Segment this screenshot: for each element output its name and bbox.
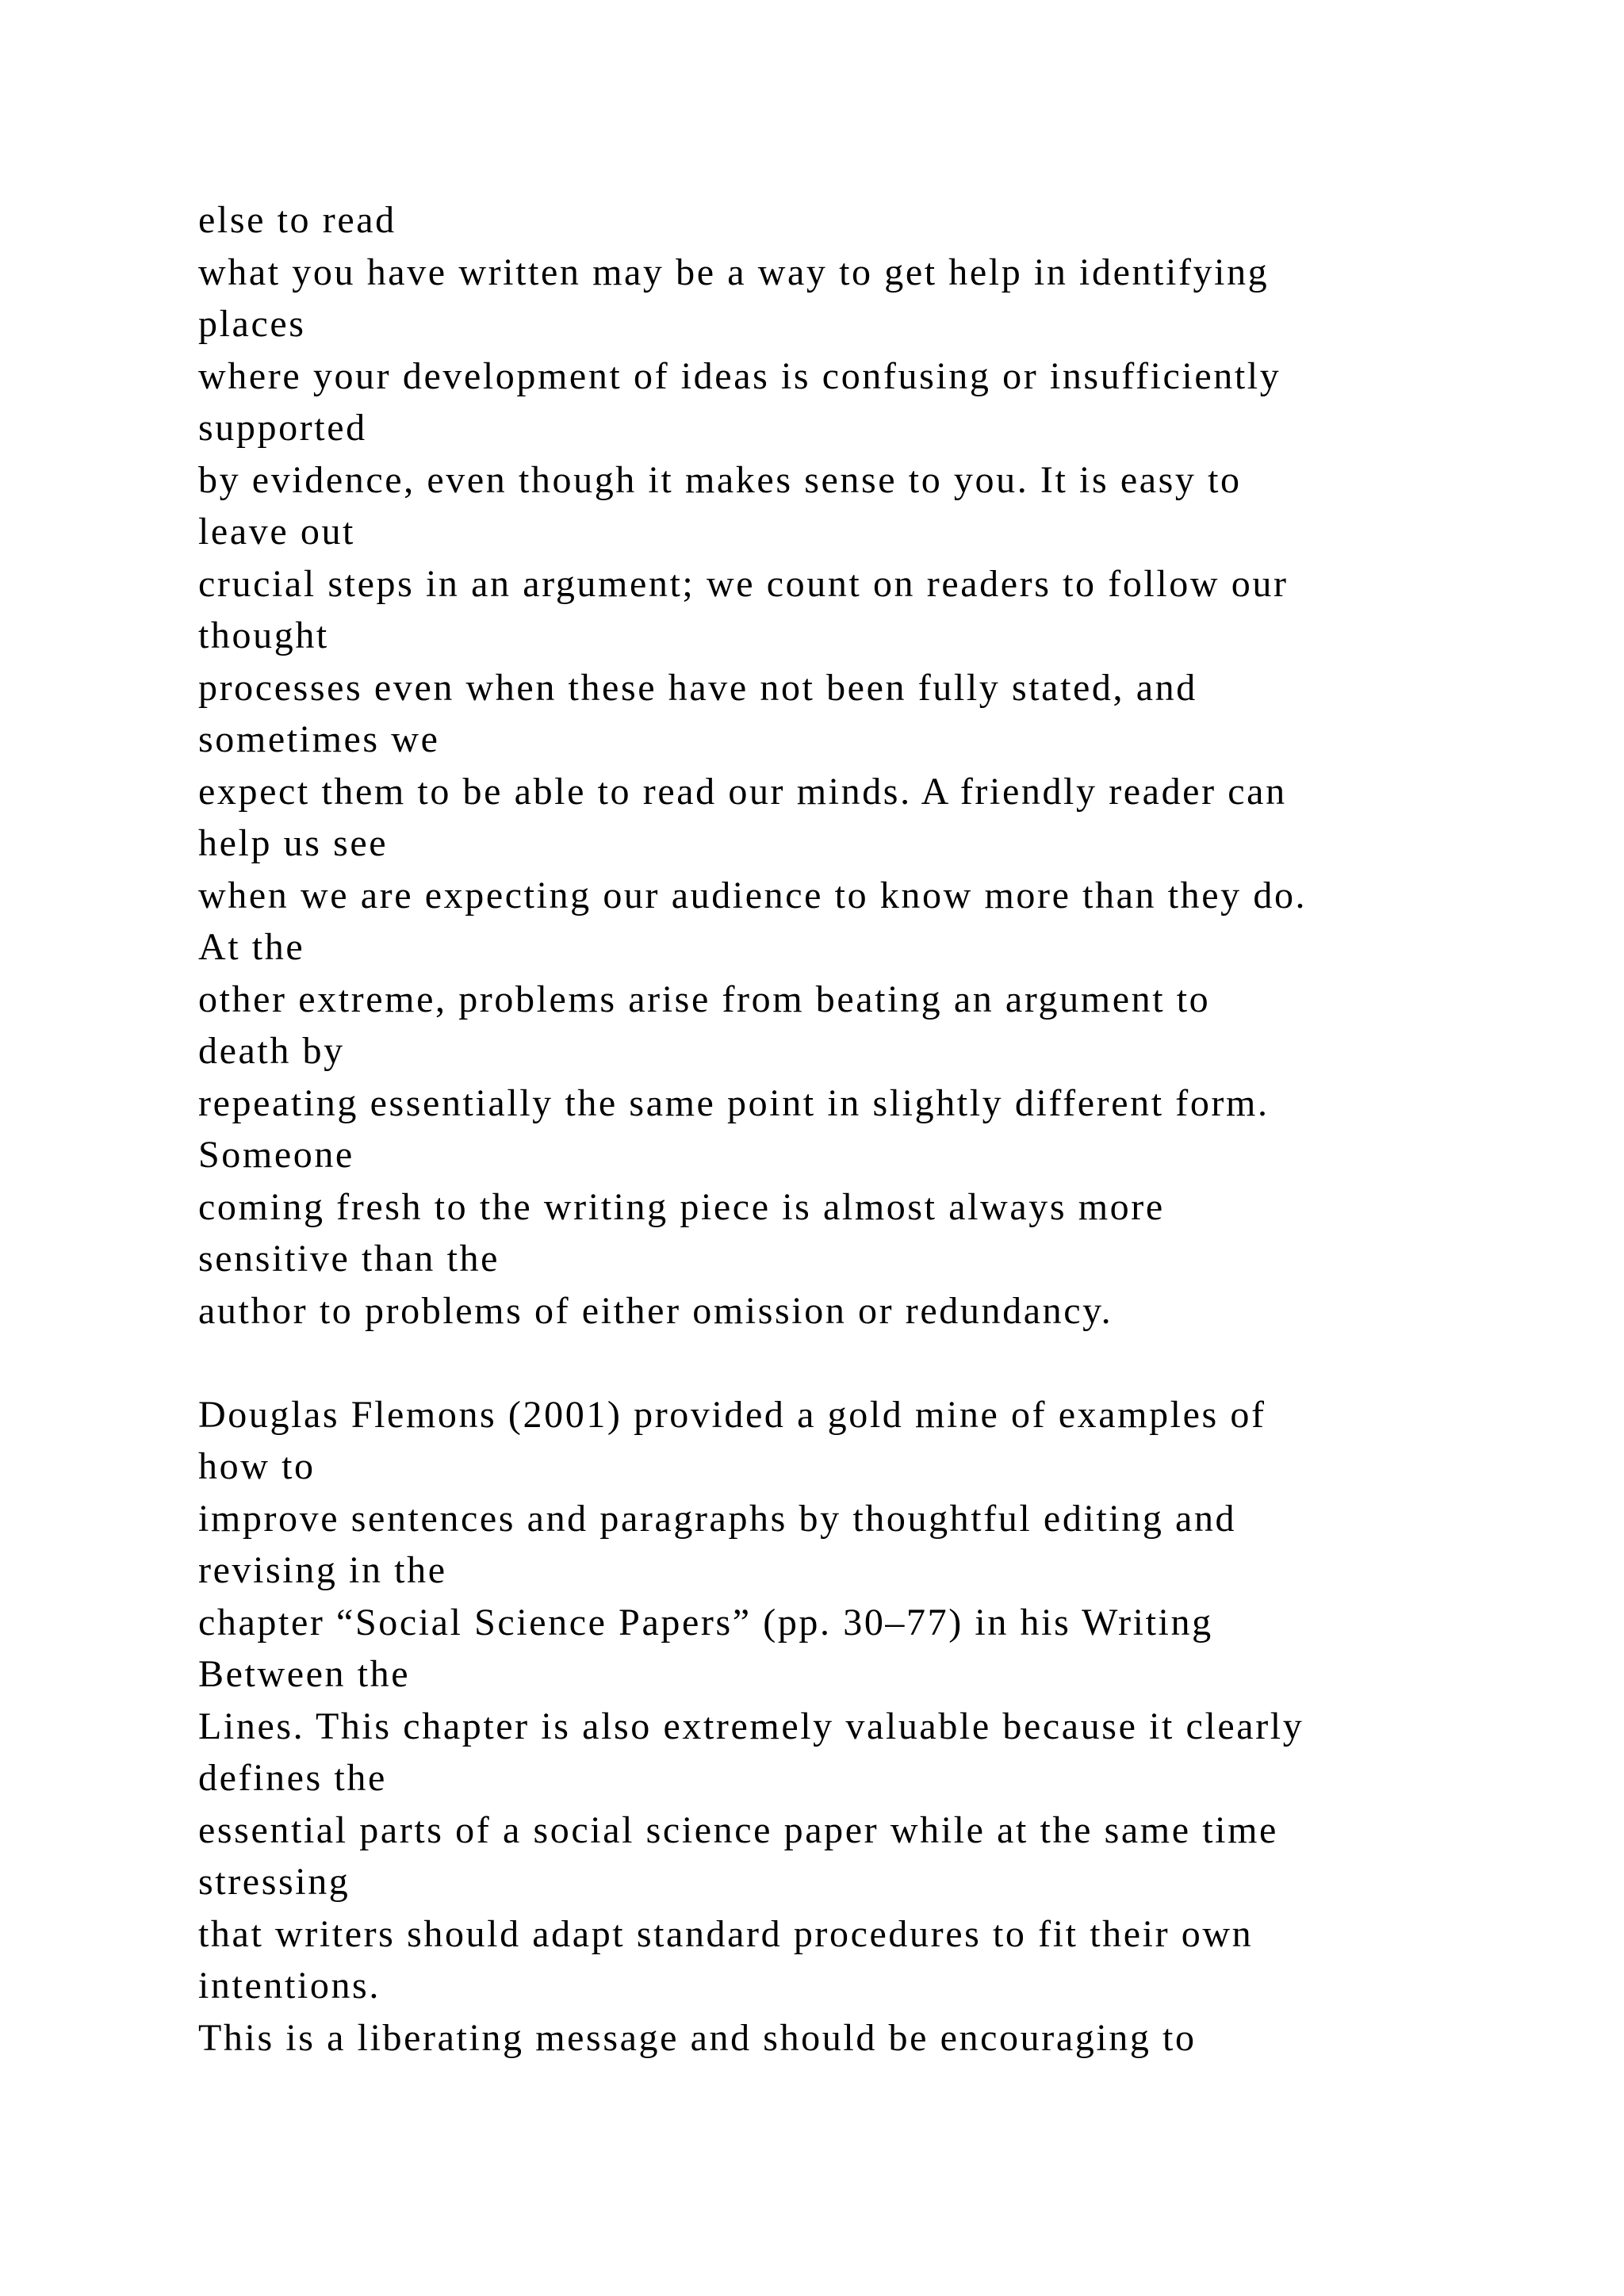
text-line: else to read: [198, 199, 396, 241]
text-line: intentions.: [198, 1965, 381, 2007]
text-line: Someone: [198, 1134, 354, 1176]
text-line: leave out: [198, 511, 355, 553]
body-text: [198, 194, 1594, 2064]
text-line: that writers should adapt standard procedures to fit their own: [198, 1912, 1254, 1955]
text-line: help us see: [198, 822, 389, 864]
text-line: Douglas Flemons (2001) provided a gold mine of examples of: [198, 1393, 1266, 1436]
text-line: coming fresh to the writing piece is almost always more: [198, 1185, 1165, 1228]
text-line: crucial steps in an argument; we count on readers to follow our: [198, 562, 1289, 605]
blank-line: [198, 1337, 1594, 1389]
text-line: revising in the: [198, 1549, 447, 1591]
text-line: At the: [198, 926, 305, 968]
text-line: when we are expecting our audience to know more than they do.: [198, 874, 1308, 916]
text-line: stressing: [198, 1861, 350, 1903]
text-line: author to problems of either omission or redundancy.: [198, 1289, 1113, 1332]
text-line: repeating essentially the same point in slightly different form.: [198, 1081, 1270, 1124]
text-line: expect them to be able to read our minds. A friendly reader can: [198, 770, 1287, 813]
text-line: processes even when these have not been fully stated, and: [198, 666, 1197, 709]
text-line: where your development of ideas is confusing or insufficiently: [198, 354, 1281, 397]
text-line: Between the: [198, 1653, 411, 1695]
text-line: supported: [198, 407, 367, 449]
text-line: what you have written may be a way to get help in identifying: [198, 251, 1270, 293]
text-line: other extreme, problems arise from beating an argument to: [198, 978, 1211, 1020]
text-line: sensitive than the: [198, 1238, 500, 1280]
text-line: chapter “Social Science Papers” (pp. 30–77) in his Writing: [198, 1601, 1213, 1644]
text-line: This is a liberating message and should be encouraging to: [198, 2016, 1197, 2059]
text-line: by evidence, even though it makes sense to you. It is easy to: [198, 458, 1242, 501]
text-line: improve sentences and paragraphs by thoughtful editing and: [198, 1497, 1237, 1540]
text-line: defines the: [198, 1757, 387, 1799]
text-line: thought: [198, 614, 329, 656]
text-line: Lines. This chapter is also extremely valuable because it clearly: [198, 1705, 1304, 1747]
text-line: sometimes we: [198, 718, 440, 760]
text-line: death by: [198, 1030, 345, 1072]
text-line: how to: [198, 1445, 316, 1487]
text-line: places: [198, 303, 306, 345]
text-line: essential parts of a social science paper while at the same time: [198, 1808, 1278, 1851]
